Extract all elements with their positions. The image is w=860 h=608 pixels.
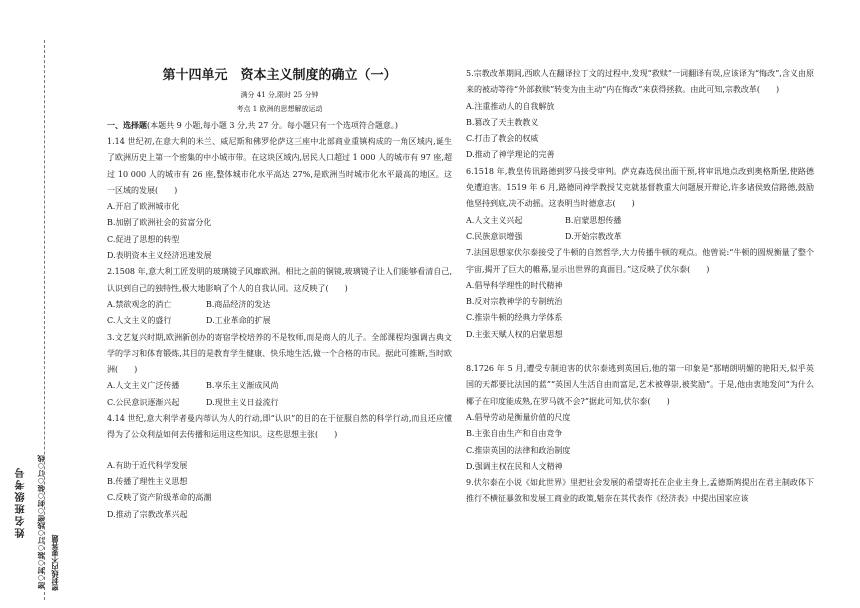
option-row — [107, 378, 452, 394]
option-a: A.人文主义兴起 — [466, 215, 523, 225]
option-d: D.开始宗教改革 — [565, 231, 622, 241]
option-d: D.推动了神学理论的完善 — [466, 150, 555, 160]
option-a: A.禁欲观念的消亡 — [107, 299, 172, 309]
option-a: A.倡导劳动是衡量价值的尺度 — [466, 412, 571, 422]
option-c: C.推崇牛顿的经典力学体系 — [466, 313, 563, 323]
option-a: A.开启了欧洲城市化 — [107, 202, 180, 212]
option-c: C.推崇英国的法律和政治制度 — [466, 445, 571, 455]
option-b: B.主张自由生产和自由竞争 — [466, 429, 563, 439]
seal-text-2: 密封线内不要答题 — [51, 535, 59, 591]
option-d: D.主张天赋人权的启蒙思想 — [466, 329, 563, 339]
option-b: B.商品经济的发达 — [206, 299, 271, 309]
question-stem: 5.宗教改革期间,西欧人在翻译拉丁文的过程中,发现“救赎”一词翻译有误,应该译为“悔改”,含义由原来的被动等待“外部救赎”转变为由主动“内在悔改”来获得拯救。由此可知,宗教改革( ) — [466, 69, 814, 95]
option-a: A.倡导科学理性的时代精神 — [466, 280, 563, 290]
option-d: D.强调主权在民和人文精神 — [466, 461, 563, 471]
option-d: D.现世主义日益流行 — [206, 397, 279, 407]
question-2 — [107, 264, 452, 329]
option-b: B.篡改了天主教教义 — [466, 117, 539, 127]
section-heading — [107, 118, 452, 134]
unit-title: 第十四单元 资本主义制度的确立（一） — [162, 68, 397, 83]
option-d: D.工业革命的扩展 — [206, 316, 271, 326]
question-5 — [466, 66, 814, 164]
option-b: B.加剧了欧洲社会的贫富分化 — [107, 218, 212, 228]
option-row — [466, 213, 814, 229]
option-row — [466, 229, 814, 245]
option-c: C.民族意识增强 — [466, 231, 523, 241]
score-limit: 满分 41 分,限时 25 分钟 — [240, 91, 319, 99]
option-d: D.推动了宗教改革兴起 — [107, 509, 188, 519]
question-1 — [107, 134, 452, 264]
question-stem: 8.1726 年 5 月,遭受专制迫害的伏尔泰逃到英国后,他的第一印象是“那晴朗明媚的艳阳天,似乎英国的天都要比法国的蓝”“英国人生活自由而富足,艺术被尊崇,被奖励”。于是,他由衷地发问“为什么椰子在印度能成熟,在罗马就不会?”据此可知,伏尔泰( ) — [466, 364, 814, 406]
option-c: C.打击了教会的权威 — [466, 134, 539, 144]
option-c: C.人文主义的盛行 — [107, 316, 172, 326]
option-row — [107, 313, 452, 329]
question-6 — [466, 164, 814, 245]
section-title: 一、选择题 — [107, 121, 147, 130]
right-column — [466, 66, 814, 508]
question-4 — [107, 411, 452, 523]
binding-strip — [0, 0, 60, 608]
option-a: A.人文主义广泛传播 — [107, 381, 180, 391]
question-stem: 2.1508 年,意大利工匠发明的玻璃镜子风靡欧洲。相比之前的铜镜,玻璃镜子让人们能够看清自己,认识到自己的独特性,极大地影响了个人的自我认同。这反映了( ) — [107, 267, 452, 293]
option-b: B.享乐主义渐成风尚 — [206, 381, 279, 391]
option-c: C.反映了资产阶级革命的高潮 — [107, 493, 212, 503]
question-stem: 9.伏尔泰在小说《如此世界》里把社会发展的希望寄托在企业主身上,孟德斯鸠提出在君主制政体下推行不横征暴敛和发展工商业的政策,魁奈在其代表作《经济表》中提出国家应该 — [466, 478, 814, 504]
seal-text-1: 密○封○装○订○线密○封○装○订○线 — [37, 455, 45, 589]
topic-heading: 考点 1 欧洲的思想解放运动 — [236, 105, 323, 113]
option-row — [107, 297, 452, 313]
option-d: D.表明资本主义经济迅速发展 — [107, 251, 212, 261]
question-9 — [466, 475, 814, 508]
option-b: B.反对宗教神学的专制统治 — [466, 297, 563, 307]
question-8 — [466, 361, 814, 475]
question-stem: 6.1518 年,教皇传讯路德到罗马接受审判。萨克森选侯出面干预,将审讯地点改到奥格斯堡,使路德免遭迫害。1519 年 6 月,路德同神学教授艾克就基督教重大问题展开辩论,许多诸侯致信路德,鼓励他坚持到底,决不动摇。这表明当时德意志( ) — [466, 166, 814, 209]
option-b: B.启蒙思想传播 — [565, 215, 622, 225]
option-c: C.公民意识逐渐兴起 — [107, 397, 180, 407]
section-note: (本题共 9 小题,每小题 3 分,共 27 分。每小题只有一个选项符合题意。) — [147, 121, 398, 130]
option-row — [107, 395, 452, 411]
question-stem: 7.法国思想家伏尔泰接受了牛顿的自然哲学,大力传播牛顿的观点。他曾说:“牛顿的圆规衡量了整个宇宙,揭开了巨大的帷幕,显示出世界的真面目。”这反映了伏尔泰( ) — [466, 248, 814, 274]
question-3 — [107, 330, 452, 411]
left-column — [107, 66, 452, 523]
question-stem: 4.14 世纪,意大利学者曼内蒂认为人的行动,即“认识”的目的在于征服自然的科学行动,而且还应懂得为了公众利益如何去传播和运用这些知识。这些思想主张( ) — [107, 414, 452, 440]
option-a: A.注重推动人的自我解放 — [466, 101, 555, 111]
student-info-label: 姓名班级考号 — [16, 466, 27, 538]
question-7 — [466, 245, 814, 343]
option-b: B.传播了理性主义思想 — [107, 476, 188, 486]
question-stem: 3.文艺复兴时期,欧洲新创办的寄宿学校培养的不是牧师,而是商人的儿子。全部课程均强调古典文学的学习和体育锻炼,其目的是教育学生健康、快乐地生活,做一个合格的市民。据此可推断,当时欧洲( ) — [107, 332, 452, 375]
option-c: C.促进了思想的转型 — [107, 234, 180, 244]
option-a: A.有助于近代科学发展 — [107, 460, 188, 470]
question-stem: 1.14 世纪初,在意大利的米兰、威尼斯和佛罗伦萨这三座中北部商业重镇构成的一角区域内,诞生了欧洲历史上第一个密集的中小城市带。在这块区域内,居民人口超过 1 000 人的城市有 97 座,超过 10 000 人的城市有 26 座,整体城市化水平高达 27%,是欧洲当时城市化水平最高的地区。这一区域的发展( ) — [107, 137, 452, 195]
